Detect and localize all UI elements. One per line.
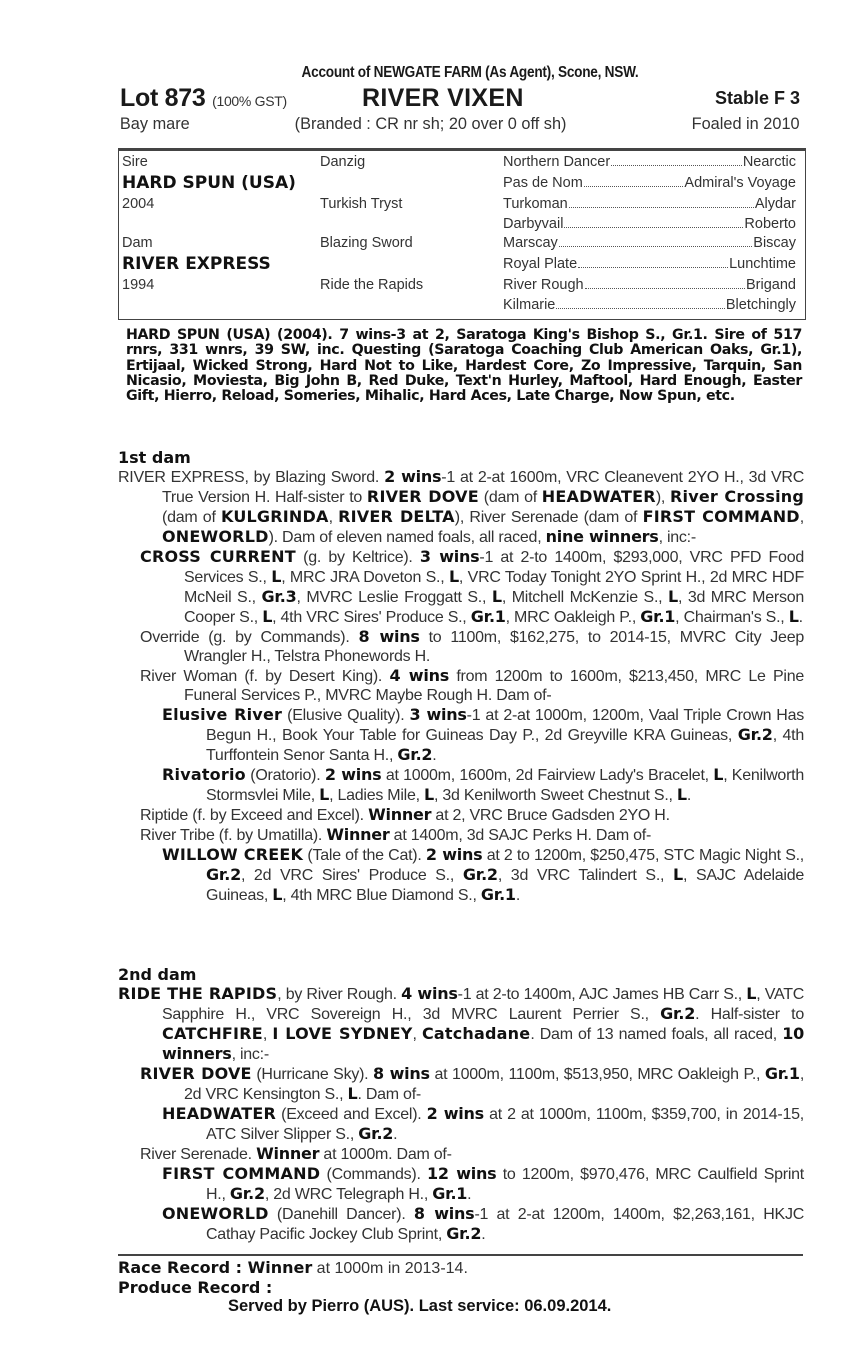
horse-name-bold: I LOVE SYDNEY — [272, 1024, 413, 1043]
entry-text: , 4th Turffontein Senor Santa H., — [206, 727, 804, 764]
gen3-row — [503, 175, 796, 191]
entry-text: . — [393, 1126, 398, 1143]
horse-name-bold: FIRST COMMAND — [162, 1164, 321, 1183]
emphasis-text: 10 winners — [162, 1024, 805, 1063]
foaled-year: Foaled in 2010 — [691, 114, 800, 133]
sex-colour: Bay mare — [119, 114, 190, 133]
entry-text: , inc:- — [231, 1046, 269, 1063]
gen3-row — [503, 297, 796, 313]
emphasis-text: L — [347, 1084, 358, 1103]
entry-text: . — [467, 1186, 472, 1203]
pedigree-entry — [118, 825, 804, 845]
entry-text: ), — [655, 489, 670, 506]
produce-record-label: Produce Record : — [118, 1278, 273, 1297]
catalogue-page — [118, 62, 808, 1315]
entry-text: . — [515, 887, 521, 904]
leader-dots — [559, 235, 752, 247]
emphasis-text: 8 wins — [358, 627, 420, 646]
emphasis-text: L — [668, 587, 678, 606]
gen3-damsire: Lunchtime — [729, 256, 796, 272]
gen3-sire: Pas de Nom — [503, 175, 583, 191]
gen2-sire-sire: Danzig — [320, 154, 366, 170]
entry-text: -1 at 2-at 1200m, 1400m, $2,263,161, HKJC Cathay Pacific Jockey Club Sprint, — [206, 1206, 804, 1243]
entry-text: , Ladies Mile, — [329, 787, 425, 804]
entry-text: (Exceed and Excel). — [276, 1106, 427, 1123]
gen3-row — [503, 277, 796, 293]
entry-text: -1 at 2-to 1400m, $293,000, VRC PFD Food Services S., — [184, 549, 804, 586]
entry-text: , VATC Sapphire H., VRC Sovereign H., 3d MVRC Laurent Perrier S., — [162, 986, 805, 1023]
emphasis-text: Gr.2 — [660, 1004, 696, 1023]
gen3-row — [503, 196, 796, 212]
horse-name-bold: CROSS CURRENT — [140, 547, 296, 566]
emphasis-text: Gr.2 — [206, 865, 241, 884]
gen2-sire-dam: Turkish Tryst — [320, 196, 403, 212]
entry-text: , 2d WRC Telegraph H., — [264, 1186, 433, 1203]
emphasis-text: Winner — [368, 805, 432, 824]
gen3-sire: Kilmarie — [503, 297, 556, 313]
entry-text: River Woman (f. by Desert King). — [140, 668, 390, 685]
entry-text: (dam of — [478, 489, 542, 506]
entry-text: at 1000m, 1100m, $513,950, MRC Oakleigh P., — [429, 1066, 765, 1083]
sire-summary: HARD SPUN (USA) (2004). 7 wins-3 at 2, Saratoga King's Bishop S., Gr.1. Sire of 517 rnrs, 331 wnrs, 39 SW, inc. Questing (Saratoga Coaching Club American Oaks, Gr.1), Ertijaal, Wicked Strong, Hard Not to Like, Hardest Core, Zo Impressive, Tarquin, San Nicasio, Moviesta, Big John B, Red Duke, Text'n Hurley, Maftool, Hard Enough, Easter Gift, Hierro, Reload, Someries, Mihalic, Hard Aces, Late Charge, Now Spun, etc. — [126, 327, 802, 405]
horse-name-bold: Catchadane — [421, 1024, 531, 1043]
leader-dots — [556, 297, 725, 309]
leader-dots — [585, 277, 745, 289]
emphasis-text: L — [673, 865, 683, 884]
emphasis-text: Gr.3 — [261, 587, 297, 606]
entry-text: . — [432, 747, 437, 764]
entry-text: , 4th MRC Blue Diamond S., — [282, 887, 481, 904]
gen2-dam-dam: Ride the Rapids — [320, 277, 424, 293]
entry-text: , 4th VRC Sires' Produce S., — [272, 609, 471, 626]
emphasis-text: Gr.2 — [462, 865, 498, 884]
entry-text: (Hurricane Sky). — [251, 1066, 373, 1083]
gen3-damsire: Roberto — [744, 216, 796, 232]
pedigree-entry — [118, 627, 804, 666]
emphasis-text: L — [491, 587, 502, 606]
gen3-sire: Darbyvail — [503, 216, 564, 232]
horse-name-bold: RIVER DOVE — [366, 487, 479, 506]
horse-name-bold: CATCHFIRE — [162, 1024, 263, 1043]
leader-dots — [584, 175, 684, 187]
entry-text: River Tribe (f. by Umatilla). — [140, 827, 327, 844]
emphasis-text: L — [676, 785, 687, 804]
entry-text: , MRC JRA Doveton S., — [281, 569, 449, 586]
emphasis-text: Winner — [326, 825, 390, 844]
emphasis-text: Winner — [256, 1144, 320, 1163]
horse-name-bold: KULGRINDA — [221, 507, 329, 526]
entry-text: . — [798, 609, 803, 626]
horse-name-bold: ONEWORLD — [162, 1204, 269, 1223]
first-dam-section — [118, 448, 804, 905]
entry-text: -1 at 2-to 1400m, AJC James HB Carr S., — [457, 986, 747, 1003]
entry-text: , Kenilworth Stormsvlei Mile, — [206, 767, 804, 804]
vendor-account: Account of NEWGATE FARM (As Agent), Scone, NSW. — [301, 64, 639, 81]
dam-name: RIVER EXPRESS — [122, 254, 271, 274]
entry-text: , SAJC Adelaide Guineas, — [206, 867, 805, 904]
entry-text: , inc:- — [658, 529, 696, 546]
emphasis-text: 2 wins — [425, 845, 483, 864]
gen3-row — [503, 256, 796, 272]
divider-line — [118, 1254, 803, 1256]
entry-text: (Elusive Quality). — [282, 707, 410, 724]
second-dam-heading: 2nd dam — [118, 965, 197, 984]
entry-text: (g. by Keltrice). — [295, 549, 420, 566]
entry-text: at 1000m, 1600m, 2d Fairview Lady's Bracelet, — [381, 767, 714, 784]
emphasis-text: 2 wins — [426, 1104, 484, 1123]
emphasis-text: L — [272, 885, 283, 904]
emphasis-text: Gr.1 — [432, 1184, 468, 1203]
gen3-damsire: Alydar — [754, 196, 796, 212]
emphasis-text: 4 wins — [389, 666, 449, 685]
entry-text: at 2 to 1200m, $250,475, STC Magic Night S., — [482, 847, 805, 864]
horse-name-bold: FIRST COMMAND — [642, 507, 800, 526]
entry-text: , — [799, 509, 804, 526]
leader-dots — [564, 216, 743, 228]
entry-text: River Serenade. — [140, 1146, 257, 1163]
pedigree-entry — [118, 666, 804, 705]
entry-text: , — [328, 509, 339, 526]
entry-text: at 1400m, 3d SAJC Perks H. Dam of- — [389, 827, 652, 844]
brand-info: (Branded : CR nr sh; 20 over 0 off sh) — [294, 114, 567, 133]
horse-name-bold: ONEWORLD — [162, 527, 269, 546]
lot-number — [120, 84, 287, 113]
service-note: Served by Pierro (AUS). Last service: 06.09.2014. — [228, 1297, 612, 1315]
lot-label: Lot 873 — [120, 84, 206, 112]
entry-text: , Chairman's S., — [675, 609, 789, 626]
horse-name-bold: Rivatorio — [162, 765, 246, 784]
emphasis-text: L — [448, 567, 459, 586]
emphasis-text: 4 wins — [401, 984, 458, 1003]
emphasis-text: 8 wins — [373, 1064, 430, 1083]
horse-details — [118, 112, 800, 136]
pedigree-entry — [118, 547, 804, 627]
emphasis-text: L — [262, 607, 273, 626]
emphasis-text: Gr.2 — [446, 1224, 482, 1243]
horse-name-bold: WILLOW CREEK — [162, 845, 304, 864]
entry-text: . Half-sister to — [695, 1006, 805, 1023]
gen3-sire: Royal Plate — [503, 256, 578, 272]
entry-text: , — [262, 1026, 273, 1043]
gen3-damsire: Nearctic — [742, 154, 796, 170]
entry-text: Override (g. by Commands). — [140, 629, 359, 646]
horse-name-bold: Elusive River — [162, 705, 283, 724]
entry-text: , MVRC Leslie Froggatt S., — [296, 589, 492, 606]
emphasis-text: L — [424, 785, 434, 804]
entry-text: from 1200m to 1600m, $213,450, MRC Le Pine Funeral Services P., MVRC Maybe Rough H. Dam of- — [184, 668, 804, 704]
emphasis-text: Gr.2 — [397, 745, 433, 764]
entry-text: (Danehill Dancer). — [268, 1206, 414, 1223]
pedigree-entry — [118, 805, 804, 825]
emphasis-text: 3 wins — [419, 547, 480, 566]
horse-name-bold: RIVER DOVE — [140, 1064, 252, 1083]
emphasis-text: Gr.2 — [358, 1124, 394, 1143]
entry-text: (dam of — [162, 509, 221, 526]
emphasis-text: 2 wins — [324, 765, 382, 784]
pedigree-entry — [118, 1204, 804, 1244]
horse-name-bold: RIVER DELTA — [338, 507, 455, 526]
gen3-sire: Turkoman — [503, 196, 568, 212]
leader-dots — [578, 256, 728, 268]
entry-text: . Dam of 13 named foals, all raced, — [530, 1026, 783, 1043]
stable-location: Stable F 3 — [714, 88, 800, 108]
entry-text: to 1200m, $970,476, MRC Caulfield Sprint H., — [206, 1166, 804, 1203]
emphasis-text: 2 wins — [384, 467, 442, 486]
entry-text: , VRC Today Tonight 2YO Sprint H., 2d MRC HDF McNeil S., — [184, 569, 804, 606]
leader-dots — [611, 154, 742, 166]
pedigree-table — [118, 148, 806, 320]
entry-text: , by River Rough. — [277, 986, 402, 1003]
gen3-row — [503, 154, 796, 170]
entry-text: at 1000m. Dam of- — [319, 1146, 452, 1163]
pedigree-entry — [118, 1104, 804, 1144]
emphasis-text: Gr.2 — [737, 725, 773, 744]
horse-name-bold: RIDE THE RAPIDS — [118, 984, 278, 1003]
entry-text: (Tale of the Cat). — [303, 847, 426, 864]
emphasis-text: Gr.1 — [480, 885, 516, 904]
emphasis-text: L — [271, 567, 282, 586]
emphasis-text: 3 wins — [409, 705, 467, 724]
emphasis-text: L — [788, 607, 799, 626]
entry-text: -1 at 2-at 1600m, VRC Cleanevent 2YO H., 3d VRC True Version H. Half-sister to — [162, 469, 804, 506]
gen3-sire: Marscay — [503, 235, 558, 251]
entry-text: -1 at 2-at 1000m, 1200m, Vaal Triple Crown Has Begun H., Book Your Table for Guineas Day P., 2d Greyville KRA Guineas, — [206, 707, 804, 744]
first-dam-heading: 1st dam — [118, 448, 191, 467]
entry-text: (Commands). — [320, 1166, 427, 1183]
entry-text: , 3d MRC Merson Cooper S., — [184, 589, 805, 626]
dam-year: 1994 — [122, 277, 155, 293]
gen3-damsire: Brigand — [746, 277, 796, 293]
gen3-damsire: Biscay — [753, 235, 796, 251]
leader-dots — [569, 196, 754, 208]
entry-text: at 2 at 1000m, 1100m, $359,700, in 2014-15, ATC Silver Slipper S., — [206, 1106, 804, 1143]
second-dam-entries — [118, 984, 804, 1244]
sire-name: HARD SPUN (USA) — [122, 173, 296, 193]
emphasis-text: Gr.1 — [470, 607, 506, 626]
entry-text: , 2d VRC Kensington S., — [184, 1066, 805, 1103]
emphasis-text: L — [713, 765, 724, 784]
entry-text: . — [686, 787, 692, 804]
entry-text: at 2, VRC Bruce Gadsden 2YO H. — [431, 807, 670, 824]
emphasis-text: 12 wins — [427, 1164, 497, 1183]
pedigree-entry — [118, 984, 804, 1064]
gen3-row — [503, 216, 796, 232]
gen3-sire: Northern Dancer — [503, 154, 611, 170]
entry-text: . — [481, 1226, 486, 1243]
records-footer — [118, 1258, 804, 1316]
entry-text: , 2d VRC Sires' Produce S., — [240, 867, 463, 884]
emphasis-text: L — [319, 785, 330, 804]
entry-text: , 3d VRC Talindert S., — [497, 867, 674, 884]
second-dam-section — [118, 965, 804, 1244]
gen2-dam-sire: Blazing Sword — [320, 235, 413, 251]
entry-text: , — [412, 1026, 422, 1043]
race-record-detail: at 1000m in 2013-14. — [312, 1260, 468, 1277]
entry-text: , 3d Kenilworth Sweet Chestnut S., — [433, 787, 677, 804]
gst-note: (100% GST) — [212, 93, 287, 109]
pedigree-entry — [118, 845, 804, 905]
entry-text: ). Dam of eleven named foals, all raced, — [268, 529, 546, 546]
emphasis-text: L — [746, 984, 757, 1003]
pedigree-entry — [118, 1164, 804, 1204]
gen3-sire: River Rough — [503, 277, 584, 293]
entry-text: ), River Serenade (dam of — [454, 509, 643, 526]
sire-year: 2004 — [122, 196, 155, 212]
horse-name-bold: River Crossing — [669, 487, 805, 506]
entry-text: (Oratorio). — [245, 767, 325, 784]
entry-text: , Mitchell McKenzie S., — [501, 589, 669, 606]
entry-text: Riptide (f. by Exceed and Excel). — [140, 807, 369, 824]
gen3-row — [503, 235, 796, 251]
gen3-damsire: Bletchingly — [725, 297, 796, 313]
horse-name-bold: HEADWATER — [541, 487, 656, 506]
emphasis-text: Gr.2 — [229, 1184, 265, 1203]
emphasis-text: Gr.1 — [640, 607, 676, 626]
emphasis-text: nine winners — [545, 527, 659, 546]
emphasis-text: 8 wins — [413, 1204, 475, 1223]
first-dam-entries — [118, 467, 804, 905]
entry-text: RIVER EXPRESS, by Blazing Sword. — [118, 469, 385, 486]
emphasis-text: Gr.1 — [764, 1064, 800, 1083]
pedigree-entry — [118, 1064, 804, 1104]
entry-text: . Dam of- — [357, 1086, 421, 1103]
entry-text: to 1100m, $162,275, to 2014-15, MVRC City Jeep Wrangler H., Telstra Phonewords H. — [184, 629, 805, 665]
dam-label: Dam — [122, 235, 153, 251]
race-record-result: Winner — [247, 1258, 313, 1277]
pedigree-entry — [118, 705, 804, 765]
sire-label: Sire — [122, 154, 148, 170]
entry-text: , MRC Oakleigh P., — [505, 609, 641, 626]
horse-name: RIVER VIXEN — [362, 84, 524, 112]
pedigree-entry — [118, 1144, 804, 1164]
lot-header — [118, 84, 808, 112]
pedigree-entry — [118, 765, 804, 805]
horse-name-bold: HEADWATER — [162, 1104, 277, 1123]
race-record — [118, 1258, 804, 1278]
pedigree-entry — [118, 467, 804, 547]
race-record-label: Race Record : — [118, 1258, 248, 1277]
gen3-damsire: Admiral's Voyage — [684, 175, 796, 191]
